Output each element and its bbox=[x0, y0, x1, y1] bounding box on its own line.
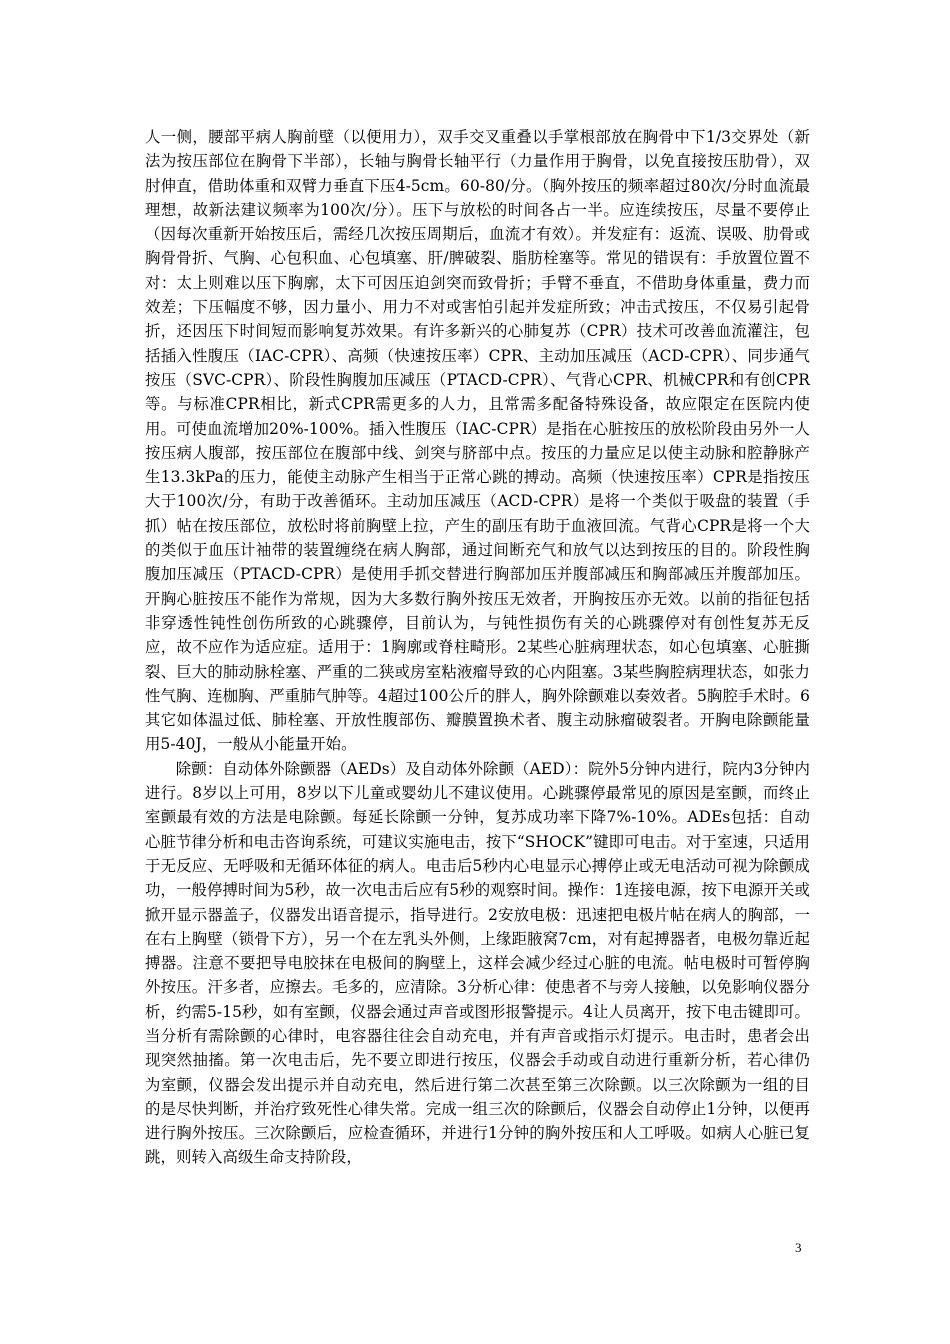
document-page bbox=[145, 125, 810, 1170]
paragraph-defibrillation: 除颤：自动体外除颤器（AEDs）及自动体外除颤（AED）：院外5分钟内进行，院内3分钟内进行。8岁以上可用，8岁以下儿童或婴幼儿不建议使用。心跳骤停最常见的原因是室颤，而终止室颤最有效的方法是电除颤。每延长除颤一分钟，复苏成功率下降7%-10%。ADEs包括：自动心脏节律分析和电击咨询系统，可建议实施电击，按下“SHOCK”键即可电击。对于室速，只适用于无反应、无呼吸和无循环体征的病人。电击后5秒内心电显示心搏停止或无电活动可视为除颤成功，一般停搏时间为5秒，故一次电击后应有5秒的观察时间。操作：1连接电源，按下电源开关或掀开显示器盖子，仪器发出语音提示，指导进行。2安放电极：迅速把电极片帖在病人的胸部，一在右上胸壁（锁骨下方），另一个在左乳头外侧，上缘距腋窝7cm，对有起搏器者，电极勿靠近起搏器。注意不要把导电胶抹在电极间的胸壁上，这样会减少经过心脏的电流。帖电极时可暂停胸外按压。汗多者，应擦去。毛多的，应清除。3分析心律：使患者不与旁人接触，以免影响仪器分析，约需5-15秒，如有室颤，仪器会通过声音或图形报警提示。4让人员离开，按下电击键即可。当分析有需除颤的心律时，电容器往往会自动充电，并有声音或指示灯提示。电击时，患者会出现突然抽搐。第一次电击后，先不要立即进行按压，仪器会手动或自动进行重新分析，若心律仍为室颤，仪器会发出提示并自动充电，然后进行第二次甚至第三次除颤。以三次除颤为一组的目的是尽快判断，并治疗致死性心律失常。完成一组三次的除颤后，仪器会自动停止1分钟，以便再进行胸外按压。三次除颤后，应检查循环，并进行1分钟的胸外按压和人工呼吸。如病人心脏已复跳，则转入高级生命支持阶段， bbox=[145, 759, 810, 1167]
page-number: 3 bbox=[795, 1240, 802, 1255]
paragraph-cpr-compression: 人一侧，腰部平病人胸前壁（以便用力），双手交叉重叠以手掌根部放在胸骨中下1/3交界处（新法为按压部位在胸骨下半部），长轴与胸骨长轴平行（力量作用于胸骨，以免直接按压肋骨），双肘伸直，借助体重和双臂力垂直下压4-5cm。60-80/分。（胸外按压的频率超过80次/分时血流最理想，故新法建议频率为100次/分）。压下与放松的时间各占一半。应连续按压，尽量不要停止（因每次重新开始按压后，需经几次按压周期后，血流才有效）。并发症有：返流、误吸、肋骨或胸骨骨折、气胸、心包积血、心包填塞、肝/脾破裂、脂肪栓塞等。常见的错误有：手放置位置不对：太上则难以压下胸廓，太下可因压迫剑突而致骨折；手臂不垂直，不借助身体重量，费力而效差；下压幅度不够，因力量小、用力不对或害怕引起并发症所致；冲击式按压，不仅易引起骨折，还因压下时间短而影响复苏效果。有许多新兴的心肺复苏（CPR）技术可改善血流灌注，包括插入性腹压（IAC-CPR）、高频（快速按压率）CPR、主动加压减压（ACD-CPR）、同步通气按压（SVC-CPR）、阶段性胸腹加压减压（PTACD-CPR）、气背心CPR、机械CPR和有创CPR等。与标准CPR相比，新式CPR需更多的人力，且常需多配备特殊设备，故应限定在医院内使用。可使血流增加20%-100%。插入性腹压（IAC-CPR）是指在心脏按压的放松阶段由另外一人按压病人腹部，按压部位在腹部中线、剑突与脐部中点。按压的力量应足以使主动脉和腔静脉产生13.3kPa的压力，能使主动脉产生相当于正常心跳的搏动。高频（快速按压率）CPR是指按压大于100次/分，有助于改善循环。主动加压减压（ACD-CPR）是将一个类似于吸盘的装置（手抓）帖在按压部位，放松时将前胸壁上拉，产生的副压有助于血液回流。气背心CPR是将一个大的类似于血压计袖带的装置缠绕在病人胸部，通过间断充气和放气以达到按压的目的。阶段性胸腹加压减压（PTACD-CPR）是使用手抓交替进行胸部加压并腹部减压和胸部减压并腹部加压。开胸心脏按压不能作为常规，因为大多数行胸外按压无效者，开胸按压亦无效。以前的指征包括非穿透性钝性创伤所致的心跳骤停，目前认为，与钝性损伤有关的心跳骤停对有创性复苏无反应，故不应作为适应症。适用于：1胸廓或脊柱畸形。2某些心脏病理状态，如心包填塞、心脏撕裂、巨大的肺动脉栓塞、严重的二狭或房室粘液瘤导致的心内阻塞。3某些胸腔病理状态，如张力性气胸、连枷胸、严重肺气肿等。4超过100公斤的胖人，胸外除颤难以奏效者。5胸腔手术时。6其它如体温过低、肺栓塞、开放性腹部伤、瓣膜置换术者、腹主动脉瘤破裂者。开胸电除颤能量用5-40J，一般从小能量开始。 bbox=[145, 128, 810, 754]
